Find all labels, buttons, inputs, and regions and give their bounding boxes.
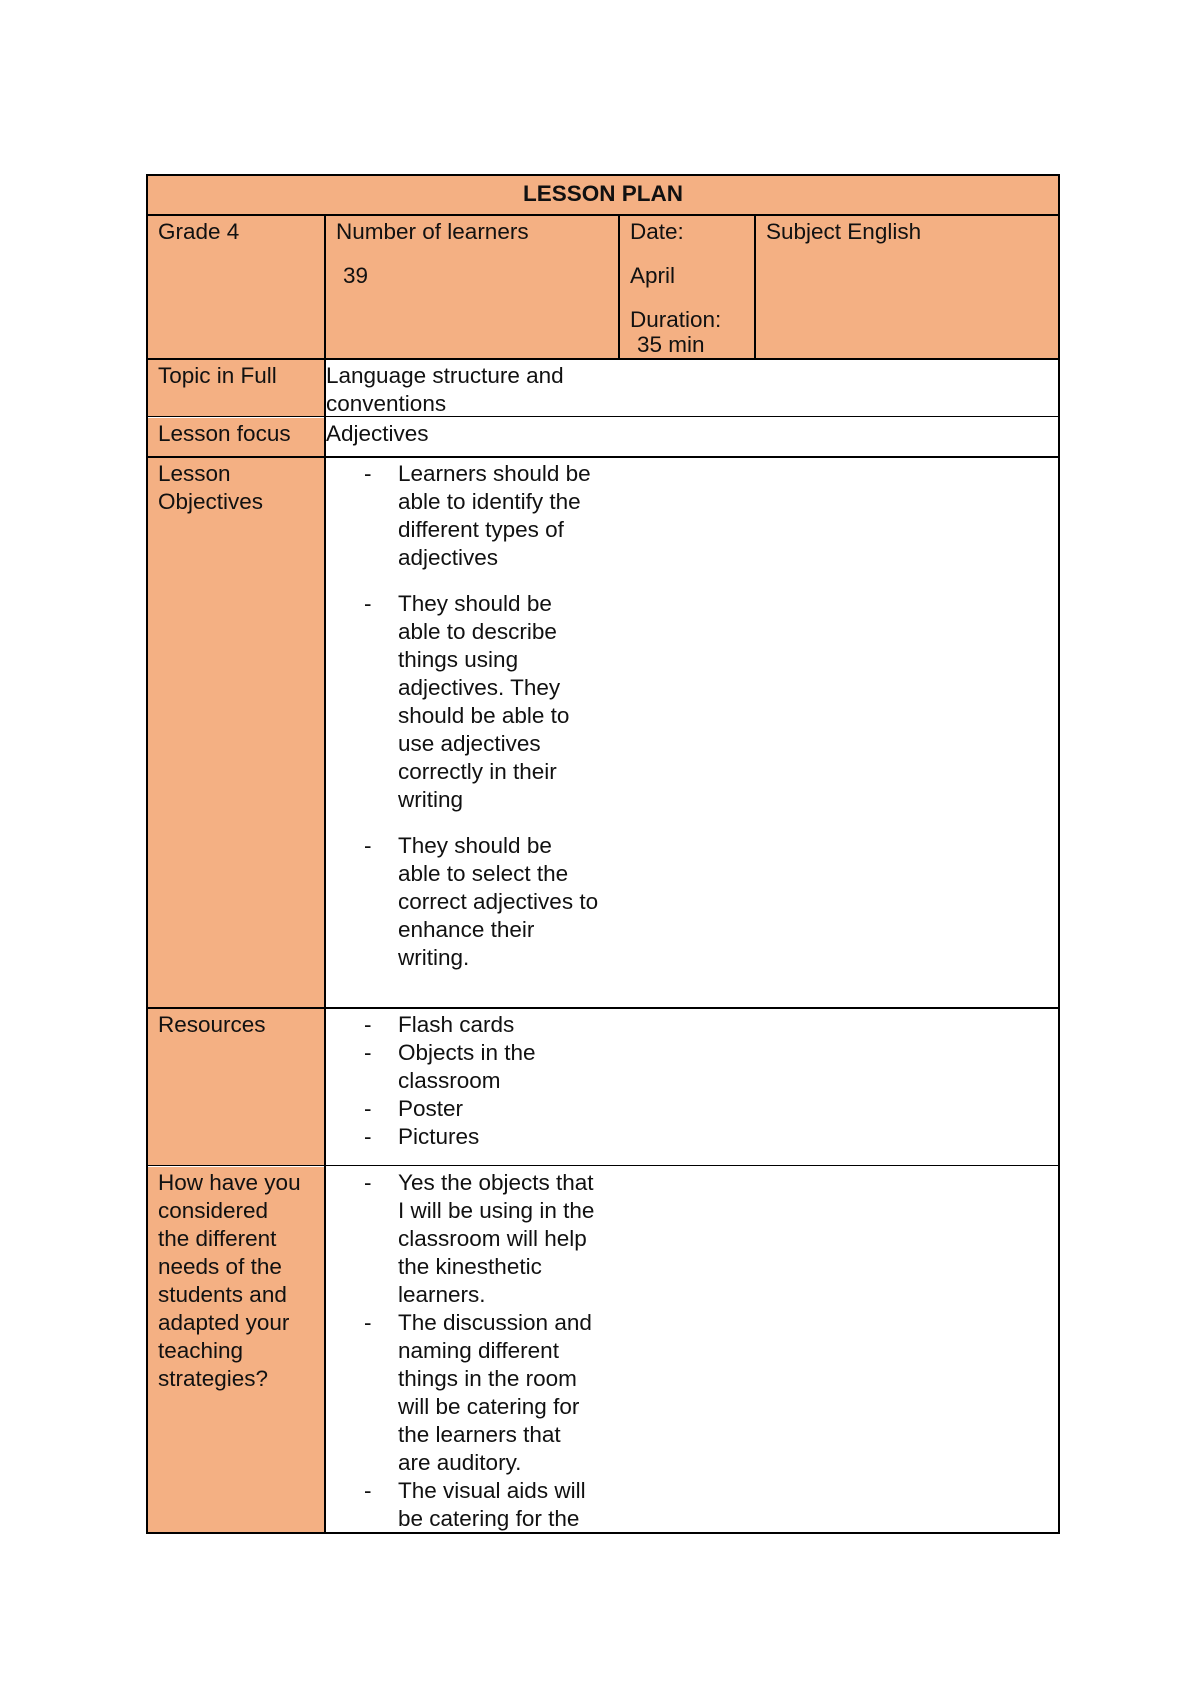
bullet-dash: - (364, 1124, 372, 1149)
duration-value: 35 min (637, 332, 705, 357)
strategy-line: Yes the objects that (398, 1170, 594, 1195)
objectives-label-line-2: Objectives (158, 489, 264, 514)
bullet-dash: - (364, 833, 372, 858)
bullet-dash: - (364, 1096, 372, 1121)
needs-label-line: considered (158, 1198, 269, 1223)
needs-label-cell (148, 1167, 324, 1532)
subject-cell (756, 216, 1058, 358)
topic-label-cell (148, 360, 324, 416)
topic-value-cell (326, 360, 1058, 416)
row-divider (148, 1165, 1058, 1166)
focus-label-cell (148, 418, 324, 456)
needs-label-line: adapted your (158, 1310, 290, 1335)
resource-line: Objects in the (398, 1040, 536, 1065)
strategy-line: classroom will help (398, 1226, 587, 1251)
resource-line: classroom (398, 1068, 501, 1093)
strategy-line: The discussion and (398, 1310, 592, 1335)
resource-line: Poster (398, 1096, 464, 1121)
date-value: April (630, 263, 676, 288)
row-divider (148, 358, 1058, 360)
bullet-dash: - (364, 1310, 372, 1335)
grade-cell (148, 216, 324, 358)
strategy-item (326, 1477, 614, 1532)
objective-line: They should be (398, 591, 552, 616)
focus-label: Lesson focus (158, 421, 291, 446)
objective-line: writing (398, 787, 464, 812)
strategy-item (326, 1309, 614, 1477)
date-cell (620, 216, 754, 358)
resource-line: Flash cards (398, 1012, 515, 1037)
topic-value-line-2: conventions (326, 391, 447, 416)
learners-cell (326, 216, 618, 358)
objectives-label-line-1: Lesson (158, 461, 231, 486)
bullet-dash: - (364, 1478, 372, 1503)
strategy-line: be catering for the (398, 1506, 580, 1531)
row-divider (148, 1007, 1058, 1009)
topic-label: Topic in Full (158, 363, 277, 388)
grade-text: Grade 4 (158, 219, 240, 244)
strategy-item (326, 1169, 614, 1309)
objective-item (326, 590, 614, 814)
subject-text: Subject English (766, 219, 922, 244)
column-divider (324, 214, 326, 1532)
strategy-line: learners. (398, 1282, 486, 1307)
objective-line: able to identify the (398, 489, 581, 514)
resources-list (326, 1009, 1058, 1165)
objective-line: They should be (398, 833, 552, 858)
objective-line: different types of (398, 517, 564, 542)
focus-value-cell (326, 418, 1058, 456)
objective-item (326, 832, 614, 972)
strategy-line: the learners that (398, 1422, 561, 1447)
resources-label: Resources (158, 1012, 266, 1037)
objectives-label-cell (148, 458, 324, 1007)
objective-item (326, 460, 614, 572)
resource-line: Pictures (398, 1124, 480, 1149)
objective-line: should be able to (398, 703, 570, 728)
column-divider (754, 214, 756, 360)
objective-line: things using (398, 647, 519, 672)
strategy-line: will be catering for (398, 1394, 580, 1419)
needs-label-line: students and (158, 1282, 287, 1307)
row-divider (148, 456, 1058, 458)
resource-item (326, 1039, 614, 1095)
objective-line: adjectives. They (398, 675, 561, 700)
duration-label: Duration: (630, 307, 722, 332)
date-label: Date: (630, 219, 684, 244)
needs-label-line: needs of the (158, 1254, 282, 1279)
objective-line: able to select the (398, 861, 569, 886)
lesson-plan-title: LESSON PLAN (148, 176, 1058, 214)
objective-line: use adjectives (398, 731, 541, 756)
strategies-list (326, 1167, 1058, 1532)
learners-value: 39 (343, 263, 369, 288)
lesson-plan-table (146, 174, 1060, 1534)
learners-label: Number of learners (336, 219, 529, 244)
objective-line: writing. (398, 945, 470, 970)
needs-label-line: strategies? (158, 1366, 269, 1391)
strategy-line: The visual aids will (398, 1478, 586, 1503)
bullet-dash: - (364, 1170, 372, 1195)
resource-item (326, 1095, 614, 1123)
objective-line: correct adjectives to (398, 889, 599, 914)
objectives-list (326, 458, 1058, 1007)
row-divider (148, 416, 1058, 417)
resource-item (326, 1011, 614, 1039)
column-divider (618, 214, 620, 360)
objective-line: adjectives (398, 545, 499, 570)
bullet-dash: - (364, 461, 372, 486)
objective-line: enhance their (398, 917, 535, 942)
topic-value-line-1: Language structure and (326, 363, 564, 388)
row-divider (148, 214, 1058, 216)
needs-label-line: How have you (158, 1170, 301, 1195)
objective-line: Learners should be (398, 461, 591, 486)
bullet-dash: - (364, 1012, 372, 1037)
resources-label-cell (148, 1009, 324, 1165)
needs-label-line: teaching (158, 1338, 244, 1363)
strategy-line: naming different (398, 1338, 559, 1363)
bullet-dash: - (364, 591, 372, 616)
bullet-dash: - (364, 1040, 372, 1065)
resource-item (326, 1123, 614, 1151)
strategy-line: I will be using in the (398, 1198, 595, 1223)
focus-value: Adjectives (326, 421, 429, 446)
strategy-line: things in the room (398, 1366, 577, 1391)
objective-line: able to describe (398, 619, 557, 644)
strategy-line: are auditory. (398, 1450, 522, 1475)
objective-line: correctly in their (398, 759, 557, 784)
needs-label-line: the different (158, 1226, 277, 1251)
strategy-line: the kinesthetic (398, 1254, 542, 1279)
